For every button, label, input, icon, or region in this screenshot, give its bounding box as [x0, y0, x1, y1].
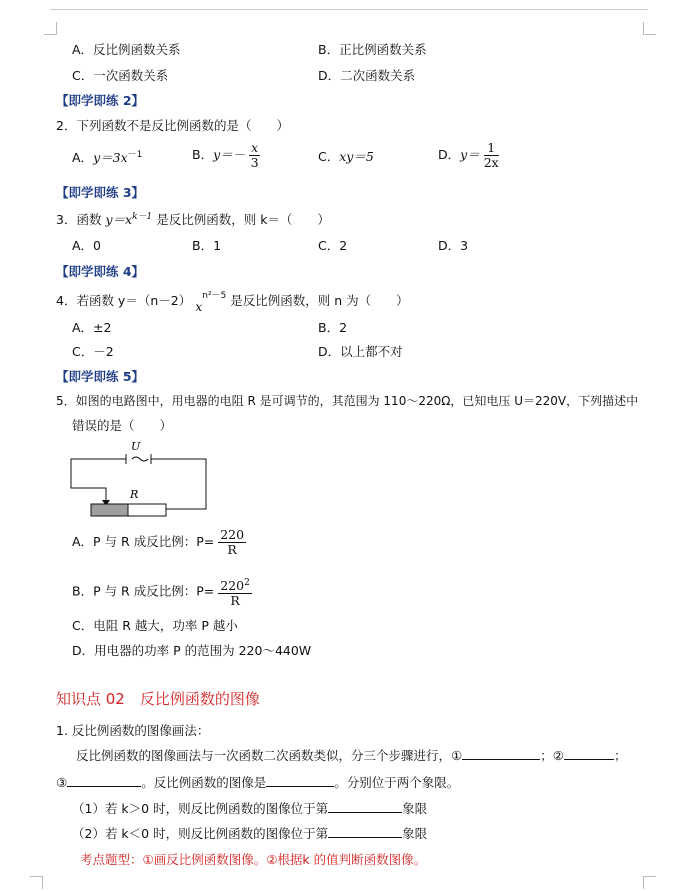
blank-quadrant-2 [328, 825, 402, 838]
q1-option-c: C．一次函数关系 [72, 68, 169, 83]
para-text-f: 。分别位于两个象限。 [334, 775, 460, 790]
option-a-denominator: R [227, 542, 237, 557]
exam-point-note: 考点题型：①画反比例函数图像。②根据k 的值判断函数图像。 [80, 852, 427, 867]
stem-prefix: 4．若函数 y＝（n－2） [56, 293, 192, 309]
practice2-option-c [318, 147, 374, 165]
practice3-option-a: A．0 [72, 238, 102, 253]
practice2-option-a [72, 147, 142, 166]
option-d-numerator: 1 [484, 141, 499, 156]
case2-suffix: 象限 [402, 826, 428, 841]
practice2-stem: 2．下列函数不是反比例函数的是（ ） [56, 118, 289, 133]
crop-mark-br [643, 876, 656, 889]
practice5-header: 【即学即练 5】 [56, 369, 145, 384]
practice4-header: 【即学即练 4】 [56, 264, 145, 279]
case1-suffix: 象限 [402, 801, 428, 816]
practice2-option-b [192, 141, 260, 170]
blank-graph-name [266, 774, 334, 787]
q1-option-a: A．反比例函数关系 [72, 42, 181, 57]
blank-step3 [67, 774, 141, 787]
option-b-text: B．P 与 R 成反比例： [72, 583, 197, 599]
option-c-label: C． [318, 149, 340, 164]
option-a-lhs: P= [196, 534, 215, 549]
practice5-option-d: D．用电器的功率 P 的范围为 220～440W [72, 643, 312, 658]
option-d-label: D． [438, 147, 461, 162]
practice4-option-a: A．±2 [72, 320, 112, 335]
case2-text: （2）若 k＜0 时，则反比例函数的图像位于第 [72, 826, 329, 841]
section-subheading: 1. 反比例函数的图像画法： [56, 723, 210, 738]
case1-text: （1）若 k＞0 时，则反比例函数的图像位于第 [72, 801, 329, 816]
option-b-lhs: P= [196, 583, 215, 599]
practice3-option-d: D．3 [438, 238, 469, 253]
practice4-option-c: C．－2 [72, 344, 114, 359]
q1-option-d: D．二次函数关系 [318, 68, 416, 83]
top-rule [50, 9, 648, 10]
option-b-lhs: y＝－ [213, 147, 246, 162]
option-b-exponent: 2 [244, 578, 250, 588]
blank-step1 [462, 747, 540, 760]
option-b-denominator: R [230, 593, 240, 609]
crop-mark-bl [30, 876, 43, 889]
option-a-label: A． [72, 150, 94, 166]
para-text-a: 反比例函数的图像画法与一次函数二次函数类似，分三个步骤进行，① [76, 748, 463, 763]
blank-step2 [564, 747, 614, 760]
option-a-numerator: 220 [220, 527, 245, 542]
para-text-d: ③ [56, 775, 68, 790]
crop-mark-tr [643, 22, 656, 35]
resistor-body [128, 504, 166, 516]
option-b-label: B． [192, 147, 214, 162]
option-b-numerator: 220 [220, 578, 245, 594]
steps-paragraph-line1 [76, 746, 626, 764]
stem-prefix: 3．函数 [56, 212, 106, 228]
para-text-b: ；② [540, 748, 564, 763]
crop-mark-tl [44, 22, 57, 35]
practice5-stem-line1: 5．如图的电路图中，用电器的电阻 R 是可调节的，其范围为 110～220Ω，已知电压 U＝220V，下列描述中 [56, 394, 639, 408]
practice3-option-b: B．1 [192, 238, 222, 253]
circuit-diagram [66, 438, 216, 524]
option-b-denominator: 3 [250, 155, 259, 170]
option-d-denominator: 2x [483, 155, 499, 170]
stem-x: x [195, 299, 203, 315]
option-d-lhs: y＝ [460, 147, 480, 162]
case-k-negative [72, 824, 427, 842]
case-k-positive [72, 799, 427, 817]
practice4-option-d: D．以上都不对 [318, 344, 403, 359]
option-a-text: A．P 与 R 成反比例： [72, 534, 197, 549]
practice3-header: 【即学即练 3】 [56, 185, 145, 200]
blank-quadrant-1 [328, 800, 402, 813]
para-text-c: ； [613, 748, 627, 763]
practice5-option-c: C．电阻 R 越大，功率 P 越小 [72, 618, 238, 633]
option-a-expr: y＝3x [93, 150, 128, 166]
practice3-stem [56, 209, 330, 228]
option-a-exponent: －1 [127, 150, 143, 160]
stem-suffix: 是反比例函数，则 k＝（ ） [152, 212, 330, 228]
option-c-expr: xy＝5 [339, 149, 374, 164]
practice4-option-b: B．2 [318, 320, 348, 335]
circuit-resistor-label: R [130, 488, 139, 501]
stem-exponent: n²－5 [202, 291, 227, 301]
practice2-option-d [438, 141, 499, 170]
option-b-numerator: x [251, 140, 259, 155]
resistor-shaded [91, 504, 128, 516]
practice5-option-b [72, 576, 252, 608]
stem-exponent: k－1 [132, 212, 153, 222]
q1-option-b: B．正比例函数关系 [318, 42, 427, 57]
practice2-header: 【即学即练 2】 [56, 93, 145, 108]
steps-paragraph-line2 [56, 773, 459, 791]
practice5-option-a [72, 528, 246, 557]
practice5-stem-line2: 错误的是（ ） [72, 418, 173, 433]
stem-suffix: 是反比例函数，则 n 为（ ） [226, 293, 409, 309]
stem-function: y＝x [105, 212, 133, 228]
practice4-stem [56, 290, 409, 315]
section-title: 知识点 02 反比例函数的图像 [56, 690, 260, 708]
para-text-e: 。反比例函数的图像是 [141, 775, 267, 790]
circuit-voltage-label: U [131, 440, 141, 453]
practice3-option-c: C．2 [318, 238, 348, 253]
